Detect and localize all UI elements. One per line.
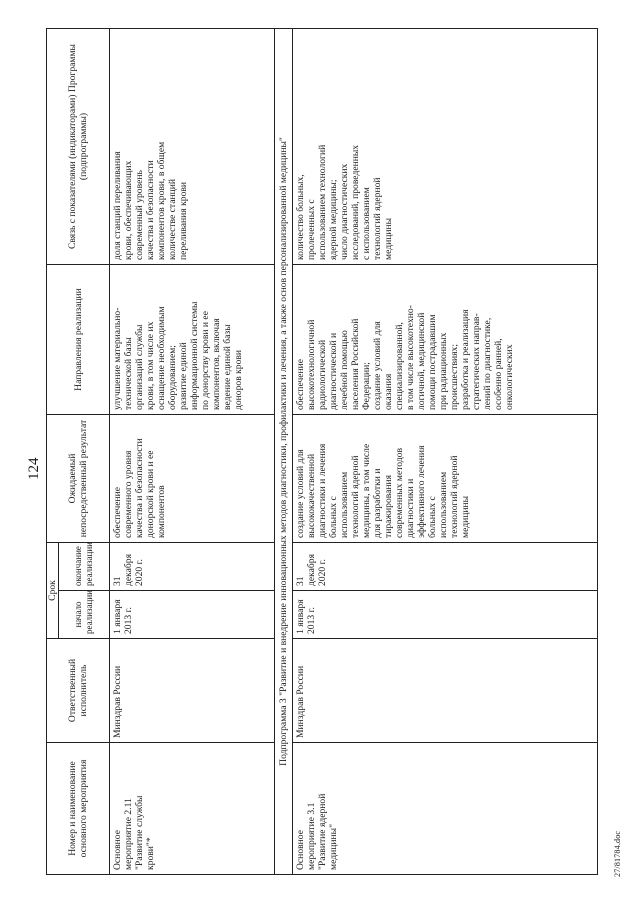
header-row <box>47 29 59 875</box>
table-row <box>110 29 275 875</box>
header-executor: Ответственный исполнитель <box>47 639 110 743</box>
table-row <box>293 29 598 875</box>
activity-end: 31 декабря 2020 г. <box>293 543 598 591</box>
activity-start: 1 января 2013 г. <box>110 591 275 639</box>
header-start: начало реализации <box>59 591 110 639</box>
activity-executor: Минздрав России <box>293 639 598 743</box>
activity-start: 1 января 2013 г. <box>293 591 598 639</box>
header-end: окончание реализации <box>59 543 110 591</box>
subprogram-title: Подпрограмма 3 "Развитие и внедрение инновационных методов диагностики, профилактики и лечения, а также основ персонализированной медицины" <box>275 29 293 875</box>
header-term: Срок <box>47 543 59 639</box>
activity-directions: обеспечение высокотехнологичной радиологической диагностической и лечебной помощью населения Российской Федерации; создание условий для оказания специализированной, в том числе высокотехно- логичной, медицинской помощи пострадавшим при радиационных происшествиях; разработка и реализация стратегических направ- лений по диагностике, особенно ранней, онкологических <box>293 265 598 415</box>
activity-name: Основное мероприятие 3.1 "Развитие ядерной медицины" <box>293 743 598 875</box>
page-number: 124 <box>26 457 42 480</box>
header-result: Ожидаемый непосредственный результат <box>47 415 110 543</box>
activity-result: создание условий для высококачественной диагностики и лечения больных с использованием технологий ядерной медицины, в том числе для разработки и тиражирования современных методов диагностики и эффективного лечения больных с использованием технологий ядерной медицины <box>293 415 598 543</box>
header-name: Номер и наименование основного мероприятия <box>47 743 110 875</box>
doc-footer: 27/81784.doc <box>613 830 622 877</box>
activity-directions: улучшение материально- технической базы организаций службы крови, в том числе их оснащение необходимым оборудованием; развитие единой информационной системы по донорству крови и ее компонентов, включая ведение единой базы доноров крови <box>110 265 275 415</box>
activity-link: доля станций переливания крови, обеспечивающих современный уровень качества и безопасности компонентов крови, в общем количестве станций переливания крови <box>110 29 275 265</box>
activities-table <box>46 28 598 875</box>
header-link: Связь с показателями (индикаторами) Программы (подпрограммы) <box>47 29 110 265</box>
activity-link: количество больных, пролеченных с использованием технологий ядерной медицины; число диагностических исследований, проведенных с использованием технологий ядерной медицины <box>293 29 598 265</box>
header-directions: Направления реализации <box>47 265 110 415</box>
activity-executor: Минздрав России <box>110 639 275 743</box>
activity-end: 31 декабря 2020 г. <box>110 543 275 591</box>
activity-name: Основное мероприятие 2.11 "Развитие службы крови"* <box>110 743 275 875</box>
subprogram-row <box>275 29 293 875</box>
activity-result: обеспечение современного уровня качества и безопасности донорской крови и ее компонентов <box>110 415 275 543</box>
